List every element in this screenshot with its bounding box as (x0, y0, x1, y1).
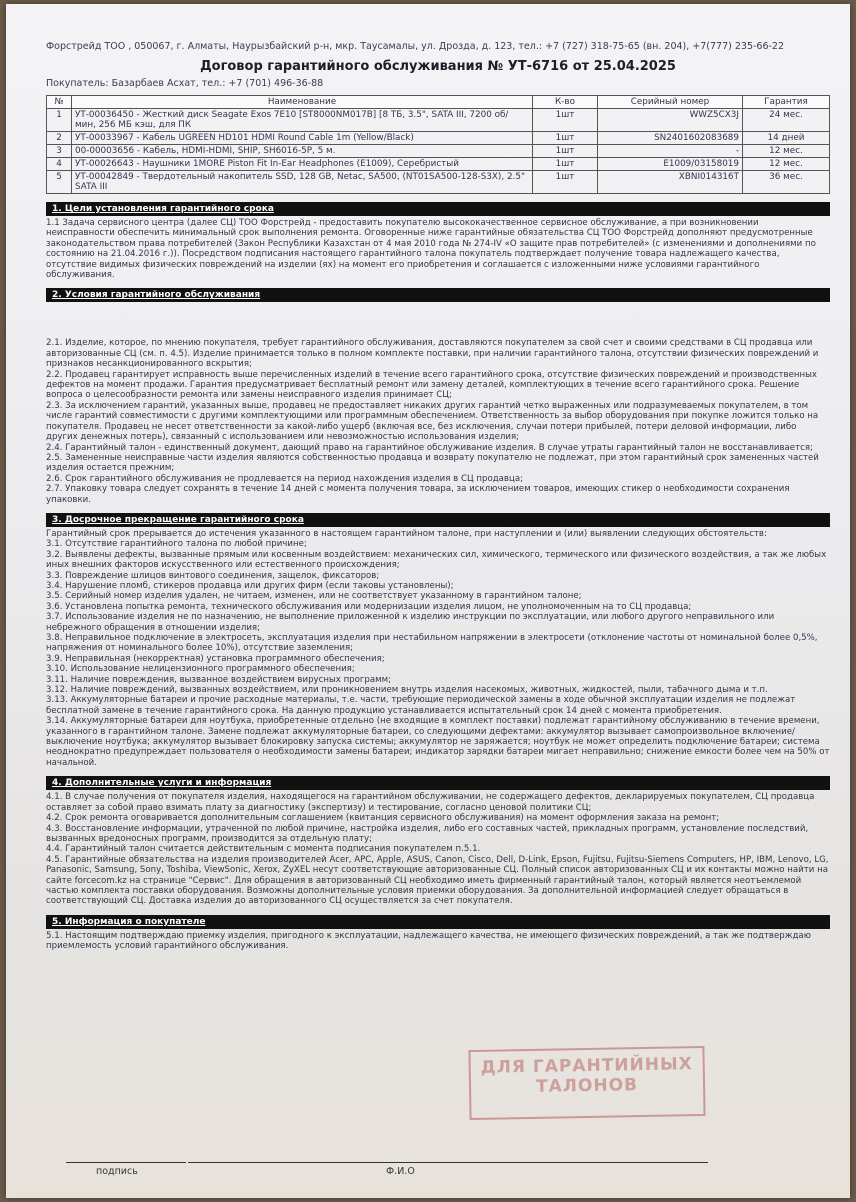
paragraph: 4.3. Восстановление информации, утраченной по любой причине, настройка изделия, либо его составных частей, прикладных программ, установление последствий, вызванных вредоносных программ, производится за отдельную плату; (46, 823, 809, 844)
paragraph: 2.5. Замененные неисправные части изделия являются собственностью продавца и возврату покупателю не подлежат, при этом гарантийный срок замененных частей изделия остается прежним; (46, 452, 819, 474)
paragraph: 4.5. Гарантийные обязательства на изделия производителей Acer, APC, Apple, ASUS, Canon, Cisco, Dell, D-Link, Epson, Fujitsu, Fujitsu-Siemens Computers, HP, IBM, Lenovo, LG, Panasonic, Samsung, Sony, Toshiba, ViewSonic, Xerox, ZyXEL несут соответствующие авторизованные СЦ. Полный список авторизованных СЦ и их контакты можно найти на сайте forcecom.kz на странице "Сервис". Для обращения в авторизованный СЦ необходимо иметь фирменный гарантийный талон, который является неотъемлемой частью комплекта поставки оборудования. Возможны дополнительные условия приемки оборудования. За дополнительной информацией следует обращаться в соответствующий СЦ. Доставка изделия до авторизованного СЦ осуществляется за счет покупателя. (46, 854, 829, 907)
table-row (47, 132, 830, 145)
row-qty: 1шт (533, 158, 598, 171)
paragraph: 4.1. В случае получения от покупателя изделия, находящегося на гарантийном обслуживании, не содержащего дефектов, декларируемых покупателем, СЦ продавца оставляет за собой право взимать плату за диагностику (экспертизу) и тестирование, согласно ценовой политики СЦ; (46, 792, 815, 813)
row-number: 5 (47, 171, 72, 194)
warranty-stamp (468, 1046, 705, 1120)
paragraph: 3.12. Наличие повреждений, вызванных воздействием, или проникновением внутрь изделия насекомых, животных, жидкостей, пыли, табачного дыма и т.п. (46, 685, 768, 696)
document-title: Договор гарантийного обслуживания № УТ-6716 от 25.04.2025 (200, 59, 676, 74)
section-4-title: 4. Дополнительные услуги и информация (46, 776, 830, 790)
paragraph: 3.13. Аккумуляторные батареи и прочие расходные материалы, т.е. части, требующие периодической замены в ходе обычной эксплуатации изделия не подлежат бесплатной замене в течение гарантийного срока. На данную продукцию устанавливается испытательный срок 14 дней с момента приобретения. (46, 695, 796, 716)
paragraph: 3.10. Использование нелицензионного программного обеспечения; (46, 664, 355, 675)
section-1-body (46, 218, 830, 280)
paragraph: 3.5. Серийный номер изделия удален, не читаем, изменен, или не соответствует указанному в гарантийном талоне; (46, 591, 582, 602)
row-serial: - (598, 145, 743, 158)
paragraph: 3.4. Нарушение пломб, стикеров продавца или других фирм (если таковы установлены); (46, 580, 454, 591)
paragraph: 5.1. Настоящим подтверждаю приемку изделия, пригодного к эксплуатации, надлежащего качества, не имеющего физических повреждений, а так же подтверждаю приемлемость условий гарантийного обслуживания. (46, 930, 811, 952)
paragraph: 2.6. Срок гарантийного обслуживания не продлевается на период нахождения изделия в СЦ продавца; (46, 473, 523, 484)
section-5-body (46, 931, 830, 952)
row-number: 4 (47, 158, 72, 171)
row-name: 00-00003656 - Кабель, HDMI-HDMI, SHIP, SH6016-5P, 5 м. (72, 145, 533, 158)
section-1-title: 1. Цели установления гарантийного срока (46, 202, 830, 216)
paragraph: 4.4. Гарантийный талон считается действительным с момента подписания покупателем п.5.1. (46, 844, 481, 855)
row-warranty: 24 мес. (743, 109, 830, 132)
paragraph: 3.3. Повреждение шлицов винтового соединения, защелок, фиксаторов; (46, 570, 380, 581)
paragraph: 3.11. Наличие повреждения, вызванное воздействием вирусных программ; (46, 674, 391, 685)
items-table (46, 95, 830, 194)
col-number: № (47, 96, 72, 109)
col-serial: Серийный номер (598, 96, 743, 109)
section-4-body (46, 792, 830, 906)
table-row (47, 158, 830, 171)
paragraph: 3.2. Выявлены дефекты, вызванные прямым или косвенным воздействием: механических сил, химического, термического или физического воздействия, а так же любых иных внешних факторов искусственного или естественного происхождения; (46, 549, 827, 571)
section-5-title: 5. Информация о покупателе (46, 915, 830, 929)
paragraph: 2.4. Гарантийный талон - единственный документ, дающий право на гарантийное обслуживание изделия. В случае утраты гарантийный талон не восстанавливается; (46, 442, 813, 453)
paragraph: 3.8. Неправильное подключение в электросеть, эксплуатация изделия при нестабильном напряжении в электросети (отклонение частоты от номинальной более 0,5%, напряжения от номинального более 10%), отсутствие заземления; (46, 633, 818, 654)
paragraph: 3.1. Отсутствие гарантийного талона по любой причине; (46, 539, 307, 550)
stamp-line-2: ТАЛОНОВ (535, 1075, 639, 1097)
row-number: 3 (47, 145, 72, 158)
paragraph: 3.7. Использование изделия не по назначению, не выполнение приложенной к изделию инструкции по эксплуатации, или любого другого неправильного или небрежного обращения в отношении изделия; (46, 612, 775, 633)
col-name: Наименование (72, 96, 533, 109)
paragraph: 3.9. Неправильная (некорректная) установка программного обеспечения; (46, 653, 385, 664)
table-row (47, 109, 830, 132)
row-warranty: 12 мес. (743, 158, 830, 171)
section-3-body (46, 529, 830, 768)
row-name: УТ-00036450 - Жесткий диск Seagate Exos 7E10 [ST8000NM017B] [8 ТБ, 3.5", SATA III, 7200 об/мин, 256 МБ кэш, для ПК (72, 109, 533, 132)
paragraph: 2.1. Изделие, которое, по мнению покупателя, требует гарантийного обслуживания, доставляются покупателем за свой счет и своими средствами в СЦ продавца или авторизованные СЦ (см. п. 4.5). Изделие принимается только в полном комплекте поставки, при наличии гарантийного талона, отсутствии физических повреждений и признаков несанкционированного вскрытия; (46, 338, 819, 370)
table-row (47, 171, 830, 194)
row-warranty: 14 дней (743, 132, 830, 145)
row-number: 1 (47, 109, 72, 132)
warranty-document-page (6, 4, 850, 1198)
row-serial: SN2401602083689 (598, 132, 743, 145)
paragraph: 3.6. Установлена попытка ремонта, технического обслуживания или модернизации изделия лицом, не уполномоченным на то СЦ продавца; (46, 601, 692, 612)
row-name: УТ-00026643 - Наушники 1MORE Piston Fit In-Ear Headphones (E1009), Серебристый (72, 158, 533, 171)
paragraph: 3.14. Аккумуляторные батареи для ноутбука, приобретенные отдельно (не входящие в комплект поставки) подлежат гарантийному обслуживанию в течение времени, указанного в гарантийном талоне. Замене подлежат аккумуляторные батареи, со следующими дефектами: аккумулятор вызывает самопроизвольное включение/выключение ноутбука; аккумулятор вызывает блокировку запуска системы; аккумулятор не заряжается; ноутбук не может определить подключение батареи; система неоднократно предупреждает пользователя о необходимости замены батареи; индикатор зарядки батареи мигает неправильно; снижение емкости более чем на 50% от начальной. (46, 716, 830, 768)
row-qty: 1шт (533, 171, 598, 194)
row-qty: 1шт (533, 132, 598, 145)
paragraph: 2.3. За исключением гарантий, указанных выше, продавец не предоставляет никаких других гарантий четко выраженных или подразумеваемых покупателем, в том числе гарантий совместимости с другими комплектующими или программным обеспечением. Ответственность за выбор оборудования при покупке ложится только на покупателя. Продавец не несет ответственности за какой-либо ущерб (включая все, без исключения, случаи потери прибылей, потери деловой информации, либо других денежных потерь), связанный с использованием или невозможностью использования изделия; (46, 400, 819, 443)
row-warranty: 12 мес. (743, 145, 830, 158)
signature-label: подпись (96, 1166, 138, 1177)
row-name: УТ-00042849 - Твердотельный накопитель SSD, 128 GB, Netac, SA500, (NT01SA500-128-S3X), 2.5" SATA III (72, 171, 533, 194)
stamp-line-1: ДЛЯ ГАРАНТИЙНЫХ (480, 1054, 693, 1078)
col-qty: К-во (533, 96, 598, 109)
company-header: Форстрейд ТОО , 050067, г. Алматы, Наурызбайский р-н, мкр. Таусамалы, ул. Дрозда, д. 123, тел.: +7 (727) 318-75-65 (вн. 204), +7(777) 235-66-22 (46, 41, 785, 52)
row-serial: XBNI014316T (598, 171, 743, 194)
row-warranty: 36 мес. (743, 171, 830, 194)
signature-line (66, 1150, 186, 1163)
row-qty: 1шт (533, 145, 598, 158)
row-name: УТ-00033967 - Кабель UGREEN HD101 HDMI Round Cable 1m (Yellow/Black) (72, 132, 533, 145)
paragraph: 1.1 Задача сервисного центра (далее СЦ) ТОО Форстрейд - предоставить покупателю высококачественное сервисное обслуживание, а при возникновении неисправности обеспечить минимальный срок выполнения ремонта. Оговоренные ниже гарантийные обязательства СЦ ТОО Форстрейд дополняют предусмотренные законодательством права потребителей (Закон Республики Казахстан от 4 мая 2010 года № 274-IV «О защите прав потребителей» (с изменениями и дополнениями по состоянию на 21.04.2016 г.)). Посредством подписания настоящего гарантийного талона покупатель подтверждает получение товара надлежащего качества, отсутствие видимых физических повреждений на изделии (ях) на момент его приобретения и соглашается с изложенными ниже условиями гарантийного обслуживания. (46, 218, 816, 281)
section-3-title: 3. Досрочное прекращение гарантийного срока (46, 513, 830, 527)
paragraph: 4.2. Срок ремонта оговаривается дополнительным соглашением (квитанция сервисного обслуживания) на момент оформления заказа на ремонт; (46, 813, 720, 824)
buyer-info: Покупатель: Базарбаев Асхат, тел.: +7 (701) 496-36-88 (46, 78, 324, 89)
paragraph: Гарантийный срок прерывается до истечения указанного в настоящем гарантийном талоне, при наступлении и (или) выявлении следующих обстоятельств: (46, 528, 767, 539)
items-table-header (47, 96, 830, 109)
paragraph: 2.2. Продавец гарантирует исправность выше перечисленных изделий в течение всего гарантийного срока, отсутствие физических повреждений и производственных дефектов на момент продажи. Гарантия предусматривает бесплатный ремонт или замену деталей, комплектующих в течение всего гарантийного срока. Решение вопроса о целесообразности ремонта или замены неисправного изделия принимает СЦ; (46, 369, 817, 401)
section-2-body (46, 338, 830, 505)
row-serial: E1009/03158019 (598, 158, 743, 171)
paragraph: 2.7. Упаковку товара следует сохранять в течение 14 дней с момента получения товара, за исключением товаров, имеющих стикер о необходимости сохранения упаковки. (46, 484, 790, 505)
row-number: 2 (47, 132, 72, 145)
full-name-line (188, 1150, 708, 1163)
document-content (46, 40, 830, 952)
full-name-label: Ф.И.О (386, 1166, 415, 1177)
section-2-title: 2. Условия гарантийного обслуживания (46, 288, 830, 302)
table-row (47, 145, 830, 158)
blank-gap (46, 302, 830, 336)
row-qty: 1шт (533, 109, 598, 132)
col-warranty: Гарантия (743, 96, 830, 109)
row-serial: WWZ5CX3J (598, 109, 743, 132)
